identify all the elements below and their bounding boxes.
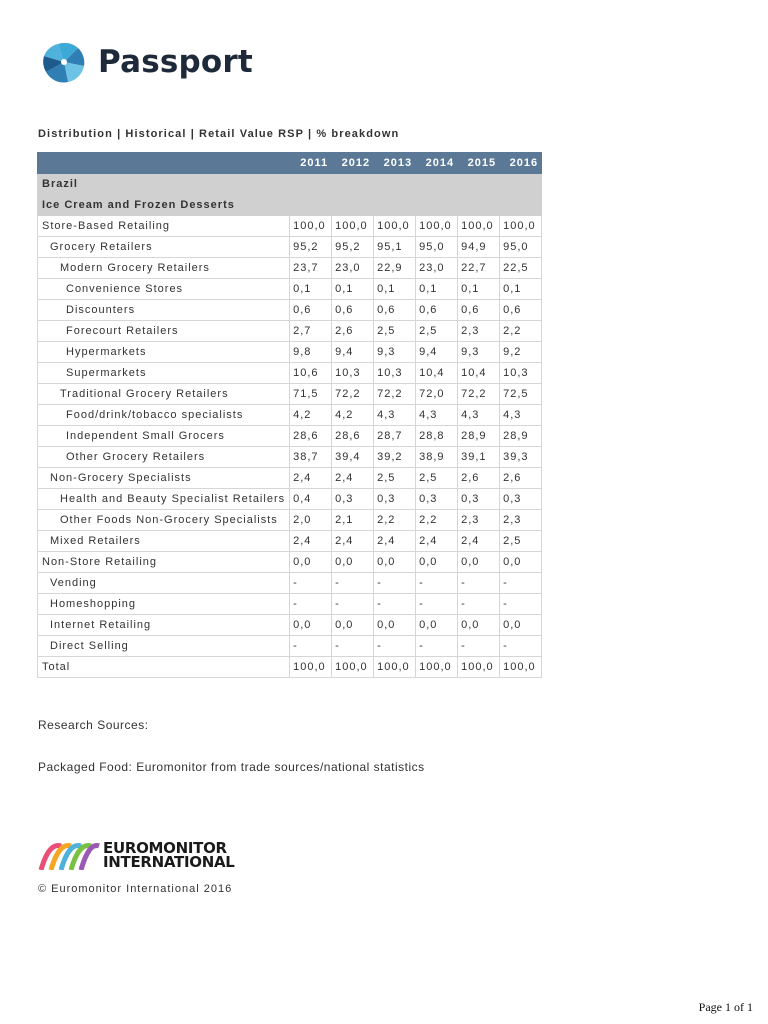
passport-logo [38,38,253,86]
row-value: 2,5 [500,531,542,552]
row-value: 2,0 [290,510,332,531]
row-value: 4,3 [500,405,542,426]
row-value: 0,3 [500,489,542,510]
research-sources-line: Packaged Food: Euromonitor from trade sources/national statistics [38,760,425,774]
row-value: 0,0 [374,615,416,636]
row-value: 2,6 [332,321,374,342]
report-heading: Distribution | Historical | Retail Value RSP | % breakdown [38,128,400,140]
row-value: - [374,636,416,657]
row-label: Hypermarkets [38,342,290,363]
row-value: 28,6 [290,426,332,447]
table-row [38,594,542,615]
row-value: 9,8 [290,342,332,363]
row-value: 0,0 [500,615,542,636]
row-value: 22,9 [374,258,416,279]
row-label: Non-Store Retailing [38,552,290,573]
row-value: 0,0 [374,552,416,573]
row-value: 100,0 [416,657,458,678]
header-label-cell [38,153,290,174]
row-value: 0,1 [500,279,542,300]
table-row [38,531,542,552]
row-value: 9,4 [416,342,458,363]
row-value: 100,0 [332,216,374,237]
row-value: 9,3 [374,342,416,363]
row-value: 4,3 [374,405,416,426]
row-value: 0,6 [500,300,542,321]
country-row [38,174,542,195]
table-row [38,258,542,279]
row-value: 100,0 [374,657,416,678]
row-value: 39,2 [374,447,416,468]
row-value: 2,5 [416,321,458,342]
row-value: 0,3 [374,489,416,510]
row-value: 0,0 [500,552,542,573]
page-number: Page 1 of 1 [698,1000,753,1014]
row-value: 0,0 [332,552,374,573]
row-label: Grocery Retailers [38,237,290,258]
row-value: 72,0 [416,384,458,405]
table-row [38,468,542,489]
row-value: 100,0 [500,216,542,237]
row-value: 39,4 [332,447,374,468]
table-row [38,300,542,321]
row-value: 71,5 [290,384,332,405]
row-value: 100,0 [458,216,500,237]
research-sources-title: Research Sources: [38,718,149,732]
row-value: 100,0 [458,657,500,678]
row-value: 2,4 [458,531,500,552]
row-value: 0,4 [290,489,332,510]
row-label: Traditional Grocery Retailers [38,384,290,405]
row-value: - [332,573,374,594]
row-value: 28,7 [374,426,416,447]
row-value: - [374,594,416,615]
row-value: 100,0 [500,657,542,678]
brand-name: Passport [98,44,253,80]
row-value: 4,2 [332,405,374,426]
year-header: 2015 [458,153,500,174]
row-value: 10,3 [332,363,374,384]
row-value: 100,0 [374,216,416,237]
row-value: 28,9 [500,426,542,447]
country-row-label: Brazil [38,174,542,195]
row-value: 0,0 [458,615,500,636]
table-row [38,489,542,510]
row-value: 38,9 [416,447,458,468]
row-value: 0,6 [416,300,458,321]
row-value: 2,5 [374,468,416,489]
row-value: 4,3 [416,405,458,426]
row-value: 0,0 [416,615,458,636]
row-value: 9,3 [458,342,500,363]
row-value: 0,1 [290,279,332,300]
row-value: 39,1 [458,447,500,468]
table-row [38,279,542,300]
row-value: 2,4 [290,468,332,489]
row-value: 4,3 [458,405,500,426]
row-value: 2,3 [500,510,542,531]
row-value: 23,0 [416,258,458,279]
row-label: Total [38,657,290,678]
row-label: Other Grocery Retailers [38,447,290,468]
row-value: 2,2 [416,510,458,531]
table-row [38,405,542,426]
row-value: 0,3 [416,489,458,510]
row-label: Convenience Stores [38,279,290,300]
row-label: Food/drink/tobacco specialists [38,405,290,426]
row-value: - [416,573,458,594]
row-value: 100,0 [290,657,332,678]
table-row [38,426,542,447]
row-value: 0,3 [332,489,374,510]
row-value: 10,3 [500,363,542,384]
row-value: 10,3 [374,363,416,384]
row-value: 10,6 [290,363,332,384]
row-value: 23,7 [290,258,332,279]
row-value: 10,4 [416,363,458,384]
row-value: 28,8 [416,426,458,447]
row-value: 95,1 [374,237,416,258]
row-value: 0,0 [290,615,332,636]
row-value: - [458,573,500,594]
row-value: - [290,594,332,615]
table-row [38,573,542,594]
row-value: 2,6 [458,468,500,489]
row-label: Direct Selling [38,636,290,657]
row-value: - [290,636,332,657]
year-header: 2011 [290,153,332,174]
row-value: 22,7 [458,258,500,279]
row-value: 38,7 [290,447,332,468]
data-table [37,152,542,678]
row-value: 2,4 [332,531,374,552]
row-value: 2,5 [416,468,458,489]
table-row [38,363,542,384]
row-label: Health and Beauty Specialist Retailers [38,489,290,510]
row-value: 72,2 [458,384,500,405]
row-value: 100,0 [290,216,332,237]
row-label: Vending [38,573,290,594]
year-header: 2014 [416,153,458,174]
euromonitor-logo-line2: INTERNATIONAL [103,853,235,871]
row-value: 0,1 [458,279,500,300]
row-label: Non-Grocery Specialists [38,468,290,489]
passport-logo-icon [38,38,90,86]
row-label: Homeshopping [38,594,290,615]
row-value: 0,6 [290,300,332,321]
row-label: Internet Retailing [38,615,290,636]
row-value: 2,4 [290,531,332,552]
row-value: 72,5 [500,384,542,405]
row-value: 9,4 [332,342,374,363]
row-label: Supermarkets [38,363,290,384]
euromonitor-logo [37,840,235,870]
row-label: Discounters [38,300,290,321]
row-value: 0,0 [416,552,458,573]
row-value: 2,4 [332,468,374,489]
table-row [38,237,542,258]
year-header: 2013 [374,153,416,174]
table-row [38,510,542,531]
row-value: - [290,573,332,594]
row-value: 95,0 [416,237,458,258]
table-row [38,657,542,678]
row-value: - [332,636,374,657]
row-value: 0,1 [332,279,374,300]
row-value: 0,6 [458,300,500,321]
table-row [38,447,542,468]
row-value: 2,7 [290,321,332,342]
row-value: 0,0 [290,552,332,573]
row-value: - [332,594,374,615]
row-value: 28,6 [332,426,374,447]
row-value: 9,2 [500,342,542,363]
table-row [38,615,542,636]
row-value: 0,3 [458,489,500,510]
row-value: 22,5 [500,258,542,279]
table-header-row [38,153,542,174]
row-value: - [416,594,458,615]
row-value: 2,6 [500,468,542,489]
row-value: - [374,573,416,594]
row-value: 0,1 [374,279,416,300]
row-value: 2,5 [374,321,416,342]
row-value: 72,2 [374,384,416,405]
row-value: 2,2 [374,510,416,531]
row-value: 23,0 [332,258,374,279]
row-label: Other Foods Non-Grocery Specialists [38,510,290,531]
row-value: 2,3 [458,321,500,342]
row-value: 28,9 [458,426,500,447]
table-row [38,384,542,405]
row-value: 10,4 [458,363,500,384]
row-value: 0,0 [332,615,374,636]
row-label: Store-Based Retailing [38,216,290,237]
category-row [38,195,542,216]
row-value: 0,6 [374,300,416,321]
year-header: 2016 [500,153,542,174]
table-row [38,216,542,237]
row-value: - [500,636,542,657]
row-label: Mixed Retailers [38,531,290,552]
row-label: Modern Grocery Retailers [38,258,290,279]
row-value: 4,2 [290,405,332,426]
row-value: 0,6 [332,300,374,321]
row-value: 100,0 [332,657,374,678]
row-value: - [458,636,500,657]
row-value: 94,9 [458,237,500,258]
rainbow-arches-icon [37,840,101,870]
row-value: 100,0 [416,216,458,237]
euromonitor-logo-line1: EUROMONITOR [103,839,227,857]
row-value: - [458,594,500,615]
row-value: 0,1 [416,279,458,300]
table-row [38,321,542,342]
row-value: 95,2 [290,237,332,258]
category-row-label: Ice Cream and Frozen Desserts [38,195,542,216]
row-value: 72,2 [332,384,374,405]
row-value: 2,4 [374,531,416,552]
table-row [38,342,542,363]
row-value: 2,1 [332,510,374,531]
row-value: 0,0 [458,552,500,573]
row-label: Independent Small Grocers [38,426,290,447]
table-row [38,552,542,573]
year-header: 2012 [332,153,374,174]
row-value: 95,2 [332,237,374,258]
copyright: © Euromonitor International 2016 [38,883,233,895]
row-label: Forecourt Retailers [38,321,290,342]
row-value: - [500,594,542,615]
row-value: - [500,573,542,594]
row-value: 39,3 [500,447,542,468]
row-value: 2,4 [416,531,458,552]
row-value: 95,0 [500,237,542,258]
row-value: - [416,636,458,657]
row-value: 2,3 [458,510,500,531]
table-row [38,636,542,657]
row-value: 2,2 [500,321,542,342]
